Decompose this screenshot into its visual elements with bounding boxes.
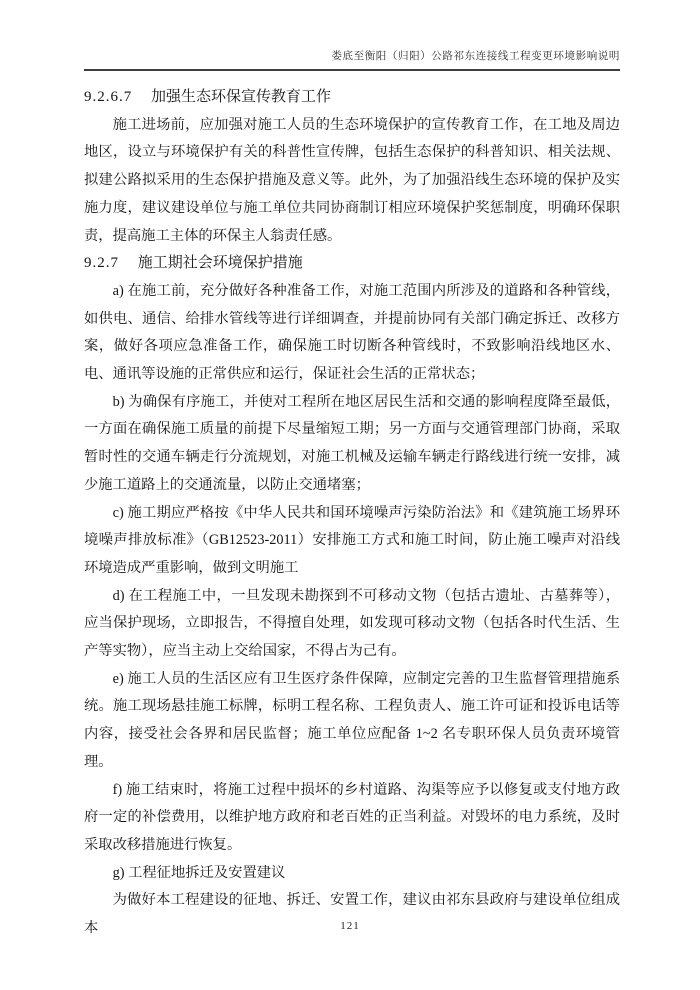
body-paragraph-closing: 为做好本工程建设的征地、拆迁、安置工作，建议由祁东县政府与建设单位组成本 bbox=[84, 892, 620, 937]
section-heading-9267 bbox=[84, 84, 620, 112]
page-number: 121 bbox=[340, 920, 360, 932]
section-title: 加强生态环保宣传教育工作 bbox=[151, 89, 332, 105]
body-paragraph-intro: 施工进场前，应加强对施工人员的生态环境保护的宣传教育工作，在工地及周边地区，设立与环境保护有关的科普性宣传牌，包括生态保护的科普知识、相关法规、拟建公路拟采用的生态保护措施及意义等。此外，为了加强沿线生态环境的保护及实施力度，建议建设单位与施工单位共同协商制订相应环境保护奖惩制度，明确环保职责，提高施工主体的环保主人翁责任感。 bbox=[84, 116, 620, 244]
section-title: 施工期社会环境保护措施 bbox=[137, 255, 303, 272]
body-paragraph-f: f) 施工结束时，将施工过程中损坏的乡村道路、沟渠等应予以修复或支付地方政府一定的补偿费用，以维护地方政府和老百姓的正当利益。对毁坏的电力系统，及时采取改移措施进行恢复。 bbox=[84, 781, 620, 853]
section-heading-927 bbox=[84, 250, 620, 278]
running-title: 娄底至衡阳（归阳）公路祁东连接线工程变更环境影响说明 bbox=[331, 51, 620, 62]
page-header bbox=[84, 48, 620, 71]
section-number: 9.2.6.7 bbox=[84, 89, 133, 105]
body-paragraph-g: g) 工程征地拆迁及安置建议 bbox=[112, 864, 286, 881]
body-paragraph-c: c) 施工期应严格按《中华人民共和国环境噪声污染防治法》和《建筑施工场界环境噪声排放标准》（GB12523-2011）安排施工方式和施工时间，防止施工噪声对沿线环境造成严重影响，做到文明施工 bbox=[84, 504, 620, 576]
body-paragraph-a: a) 在施工前，充分做好各种准备工作，对施工范围内所涉及的道路和各种管线，如供电、通信、给排水管线等进行详细调查，并提前协同有关部门确定拆迁、改移方案，做好各项应急准备工作，确保施工时切断各种管线时，不致影响沿线地区水、电、通讯等设施的正常供应和运行，保证社会生活的正常状态； bbox=[84, 282, 620, 383]
section-number: 9.2.7 bbox=[84, 255, 119, 272]
document-body bbox=[84, 84, 620, 943]
body-paragraph-d: d) 在工程施工中，一旦发现未勘探到不可移动文物（包括古遗址、古墓葬等），应当保护现场，立即报告，不得擅自处理，如发现可移动文物（包括各时代生活、生产等实物），应当主动上交给国家，不得占为己有。 bbox=[84, 587, 620, 660]
body-paragraph-b: b) 为确保有序施工，并使对工程所在地区居民生活和交通的影响程度降至最低，一方面在确保施工质量的前提下尽量缩短工期；另一方面与交通管理部门协商，采取暂时性的交通车辆走行分流规划，对施工机械及运输车辆走行路线进行统一安排，减少施工道路上的交通流量，以防止交通堵塞； bbox=[84, 393, 620, 493]
body-paragraph-e: e) 施工人员的生活区应有卫生医疗条件保障，应制定完善的卫生监督管理措施系统。施工现场悬挂施工标牌，标明工程名称、工程负责人、施工许可证和投诉电话等内容，接受社会各界和居民监督；施工单位应配备 1~2 名专职环保人员负责环境管理。 bbox=[84, 670, 620, 770]
